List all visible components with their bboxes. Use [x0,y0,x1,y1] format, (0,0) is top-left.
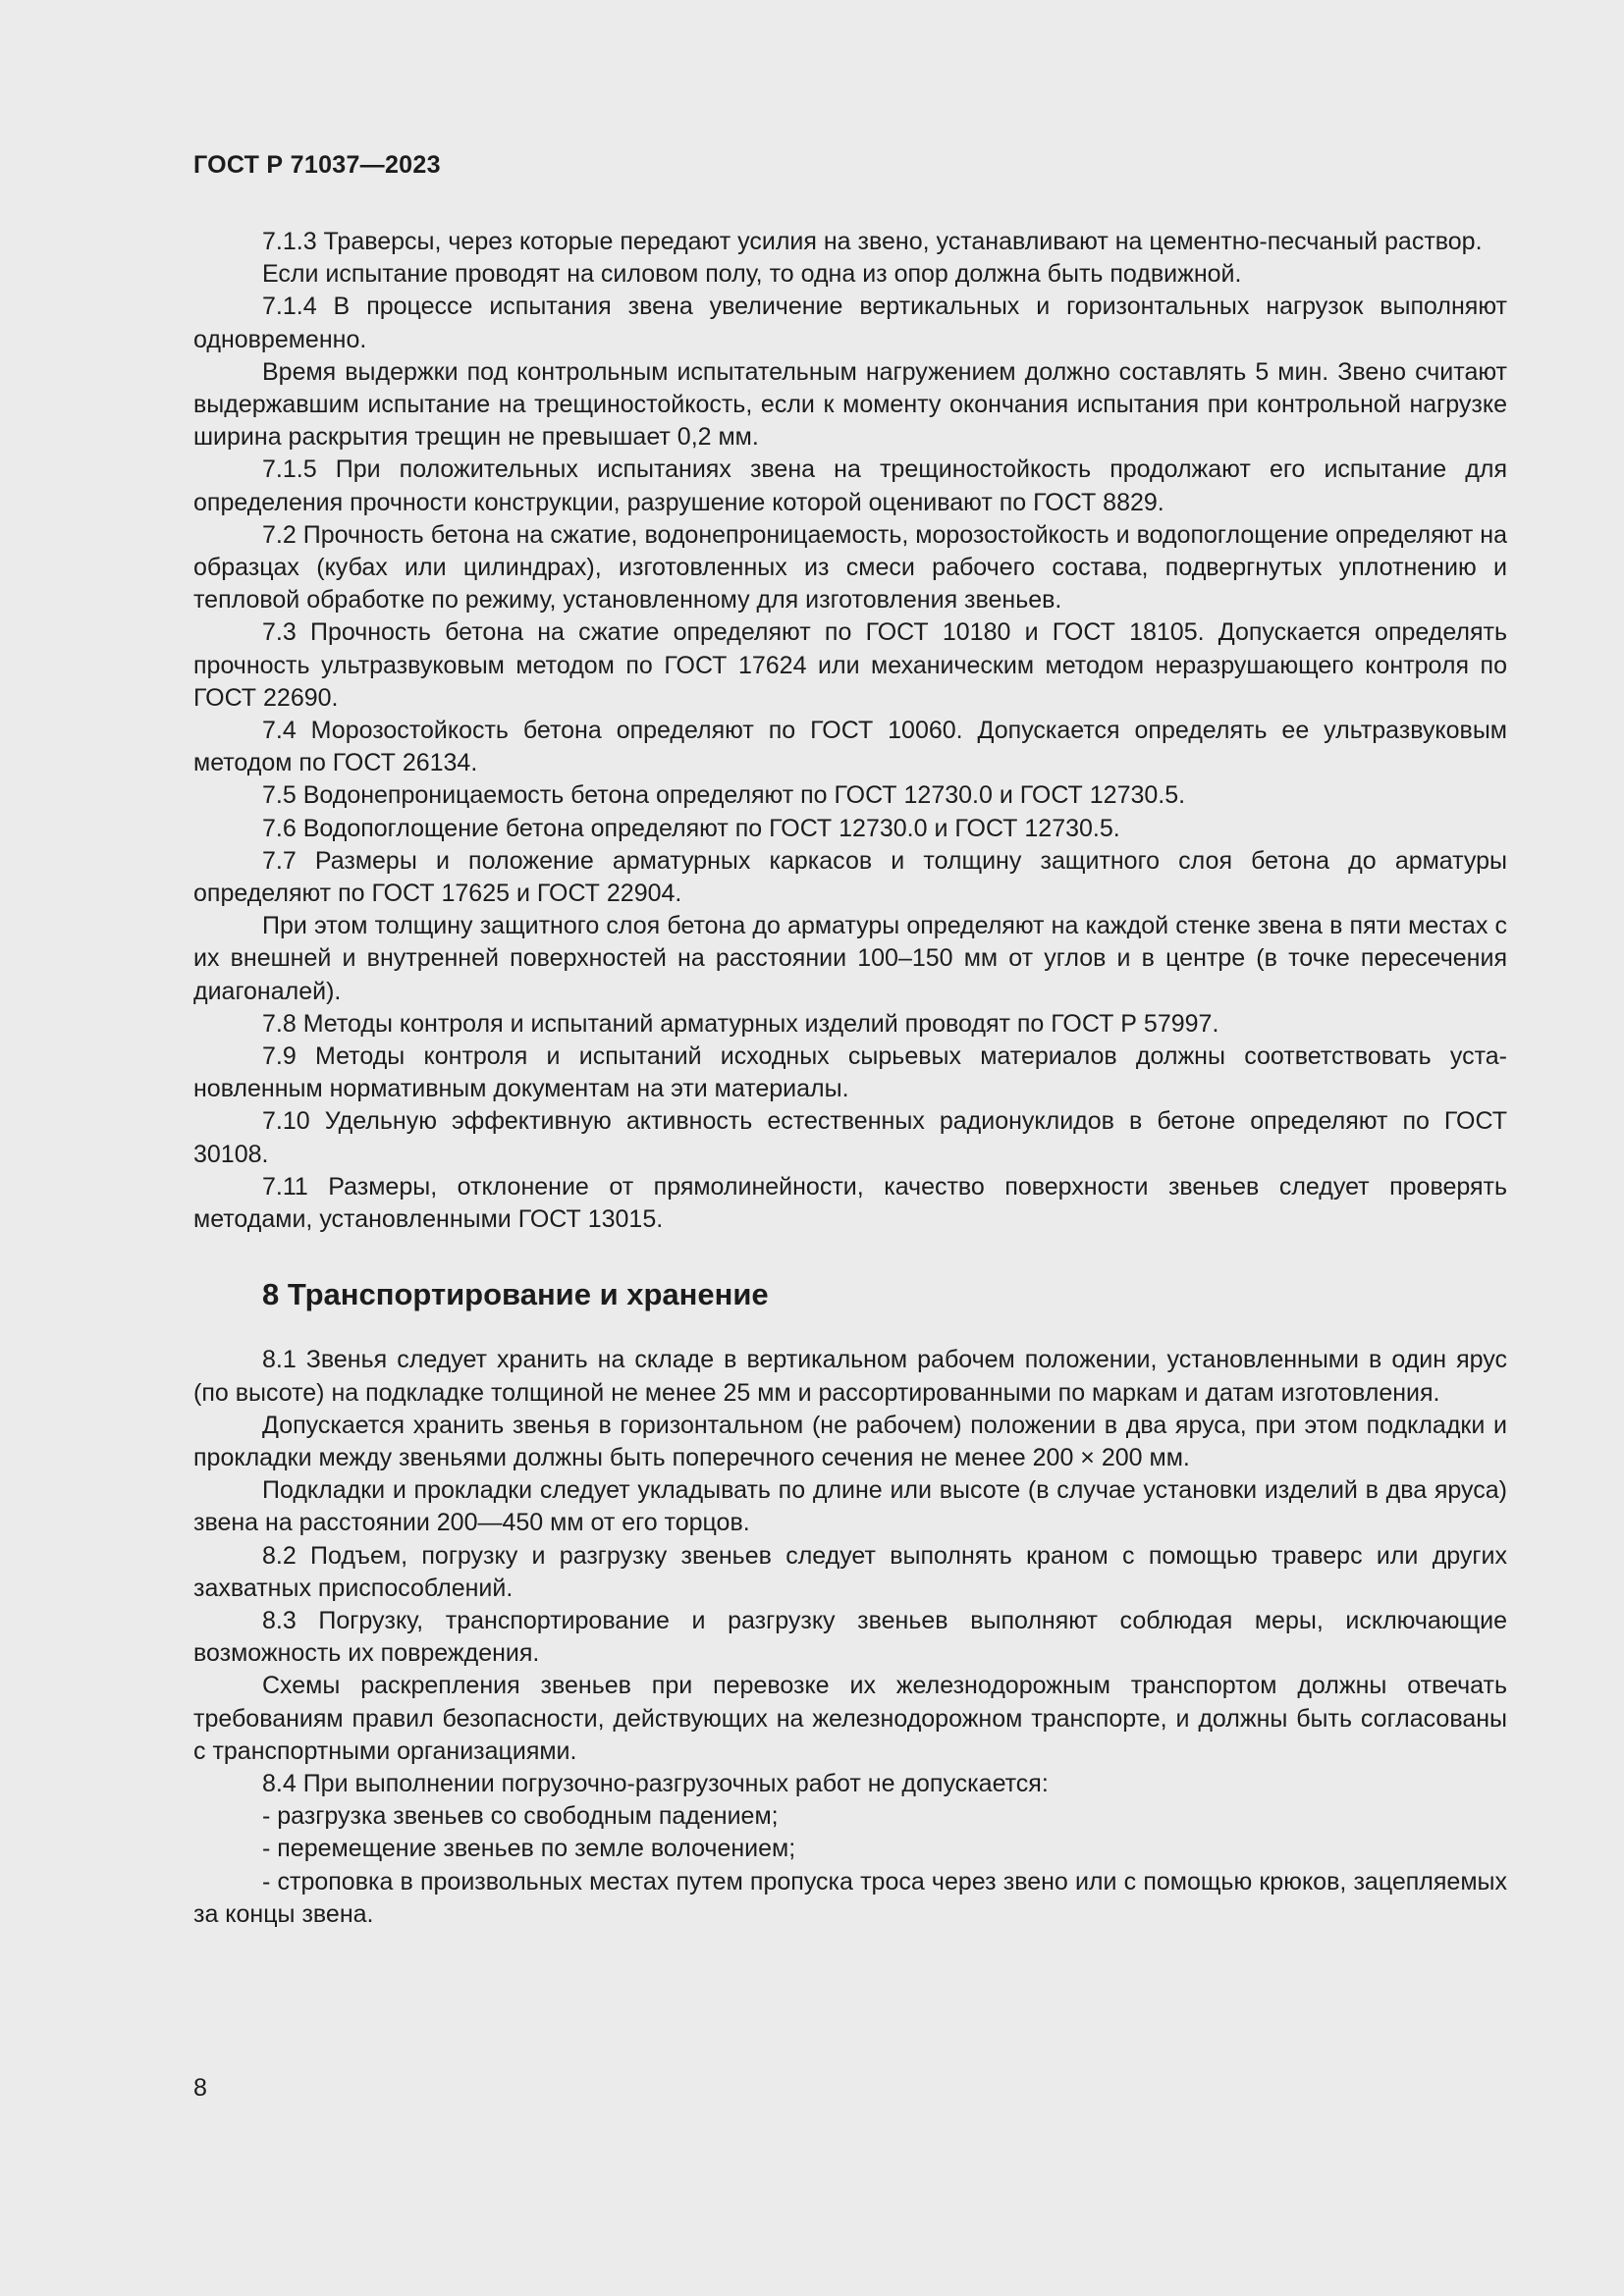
paragraph-7-8: 7.8 Методы контроля и испытаний арматурных изделий проводят по ГОСТ Р 57997. [262,1009,1219,1038]
paragraph-7-11: 7.11 Размеры, отклонение от прямолинейности, качество поверхности звеньев следует проверять методами, установленными ГОСТ 13015. [193,1172,1507,1234]
paragraph-7-5: 7.5 Водонепроницаемость бетона определяют по ГОСТ 12730.0 и ГОСТ 12730.5. [262,781,1186,810]
paragraph: Время выдержки под контрольным испытательным нагружением должно составлять 5 мин. Звено считают выдержавшим испытание на трещиностойкость, если к моменту окончания испытания при контрольной нагрузке ширина раскрытия трещин не превышает 0,2 мм. [193,357,1507,452]
paragraph-7-10: 7.10 Удельную эффективную активность естественных радионуклидов в бетоне определяют по ГОСТ 30108. [193,1107,1507,1168]
paragraph-7-4: 7.4 Морозостойкость бетона определяют по ГОСТ 10060. Допускается определять ее ультразвуковым методом по ГОСТ 26134. [193,717,1507,777]
paragraph-7-7: 7.7 Размеры и положение арматурных каркасов и толщину защитного слоя бетона до арматуры определяют по ГОСТ 17625 и ГОСТ 22904. [193,846,1507,908]
paragraph-7-9: 7.9 Методы контроля и испытаний исходных сырьевых материалов должны соответствовать установленным нормативным документам на эти материалы. [193,1042,1507,1103]
paragraph: Допускается хранить звенья в горизонтальном (не рабочем) положении в два яруса, при этом подкладки и прокладки между звеньями должны быть поперечного сечения не менее 200 × 200 мм. [193,1411,1507,1471]
page-number: 8 [193,2074,207,2102]
paragraph-8-1: 8.1 Звенья следует хранить на складе в вертикальном рабочем положении, установленными в один ярус (по высоте) на подкладке толщиной не менее 25 мм и рассортированными по маркам и датам изготовления. [193,1346,1507,1407]
paragraph-7-1-3: 7.1.3 Траверсы, через которые передают усилия на звено, устанавливают на цементно-песчаный раствор. [262,228,1483,255]
list-item: - разгрузка звеньев со свободным падением; [262,1802,779,1831]
section-heading-8: 8 Транспортирование и хранение [262,1277,769,1312]
paragraph: Подкладки и прокладки следует укладывать по длине или высоте (в случае установки изделий в два яруса) звена на расстоянии 200—450 мм от его торцов. [193,1476,1507,1537]
paragraph: Схемы раскрепления звеньев при перевозке их железнодорожным транспортом должны отвечать требованиям правил безопасности, действующих на железнодорожном транспорте, и должны быть согласованы с транспортными организациями. [193,1672,1507,1765]
paragraph-7-2: 7.2 Прочность бетона на сжатие, водонепроницаемость, морозостойкость и водопоглощение определяют на образцах (кубах или цилиндрах), изготовленных из смеси рабочего состава, подвергнутых уплотнению и тепловой обработке по режиму, установленному для изготовления звеньев. [193,520,1507,614]
paragraph-7-1-5: 7.1.5 При положительных испытаниях звена на трещиностойкость продолжают его испытание для определения прочности конструкции, разрушение которой оценивают по ГОСТ 8829. [193,455,1507,516]
paragraph: Если испытание проводят на силовом полу, то одна из опор должна быть подвижной. [262,260,1242,289]
paragraph-8-4: 8.4 При выполнении погрузочно-разгрузочных работ не допускается: [262,1769,1049,1797]
paragraph-8-3: 8.3 Погрузку, транспортирование и разгрузку звеньев выполняют соблюдая меры, исключающие возможность их повреждения. [193,1606,1507,1668]
document-body [193,226,1507,1931]
list-item: - перемещение звеньев по земле волочением; [262,1835,796,1863]
list-item: - строповка в произвольных местах путем пропуска троса через звено или с помощью крюков, зацепляемых за концы звена. [193,1867,1507,1928]
document-header: ГОСТ Р 71037—2023 [193,151,441,179]
paragraph-7-3: 7.3 Прочность бетона на сжатие определяют по ГОСТ 10180 и ГОСТ 18105. Допускается определять прочность ультразвуковым методом по ГОСТ 17624 или механическим методом неразрушающего контроля по ГОСТ 22690. [193,618,1507,712]
paragraph-7-1-4: 7.1.4 В процессе испытания звена увеличение вертикальных и горизонтальных нагрузок выполняют одновременно. [193,293,1507,353]
paragraph-7-6: 7.6 Водопоглощение бетона определяют по ГОСТ 12730.0 и ГОСТ 12730.5. [262,814,1120,842]
paragraph-8-2: 8.2 Подъем, погрузку и разгрузку звеньев следует выполнять краном с помощью траверс или других захватных приспособлений. [193,1541,1507,1602]
paragraph: При этом толщину защитного слоя бетона до арматуры определяют на каждой стенке звена в пяти местах с их внешней и внутренней поверхностей на расстоянии 100–150 мм от углов и в центре (в точке пересечения диагоналей). [193,912,1507,1005]
